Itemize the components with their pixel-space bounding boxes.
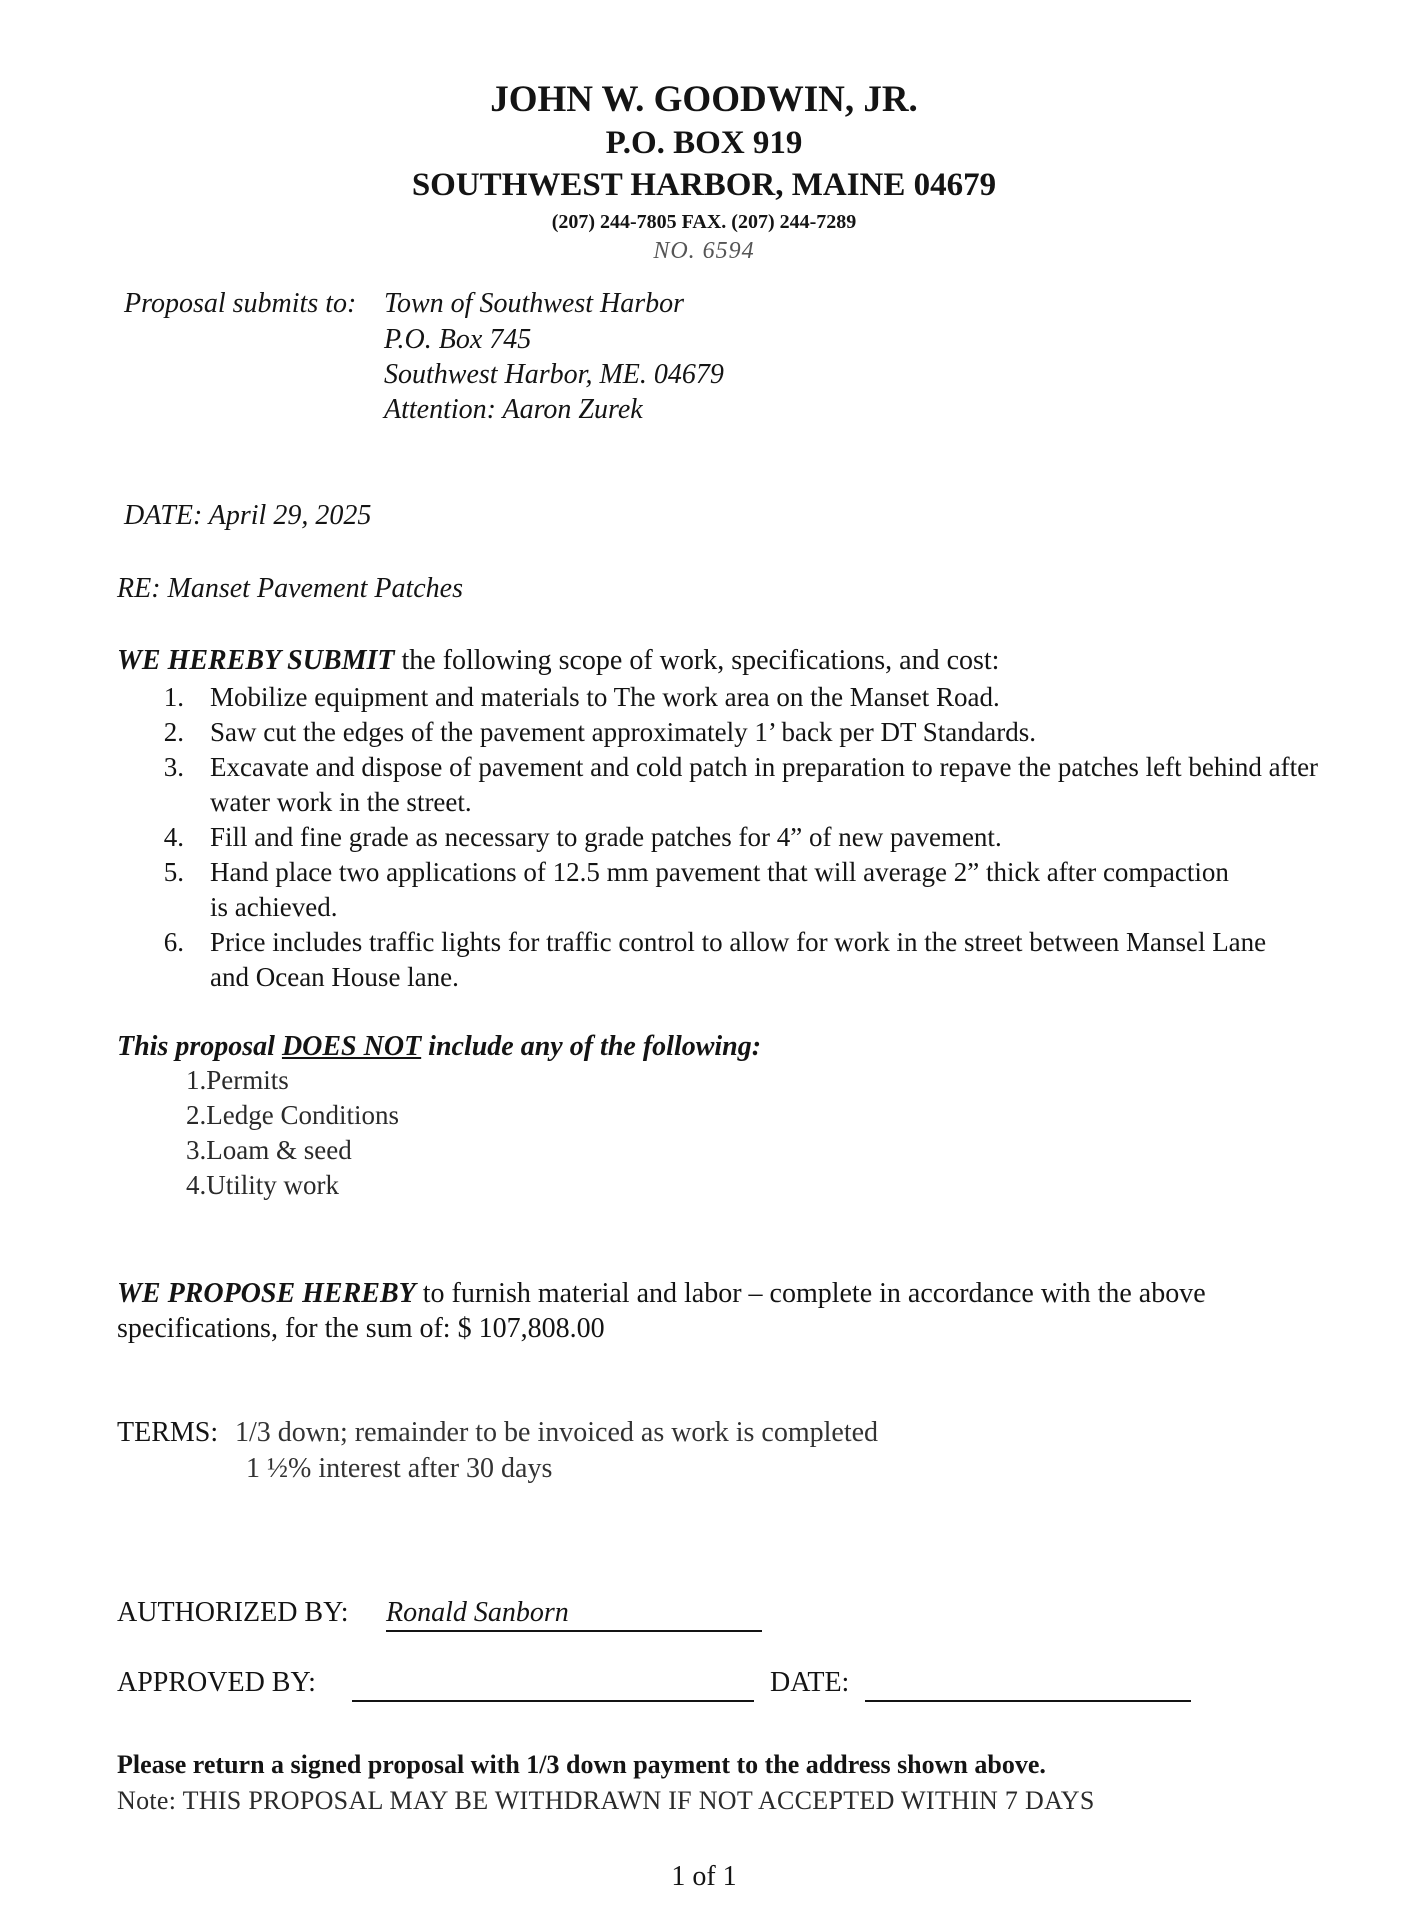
submit-statement bbox=[117, 645, 999, 677]
submit-lead: WE HEREBY SUBMIT bbox=[117, 645, 395, 676]
recipient-line: Town of Southwest Harbor bbox=[384, 288, 685, 319]
scope-item-text: Excavate and dispose of pavement and cold patch in preparation to repave the patches left behind after water work in the street. bbox=[210, 752, 1319, 817]
letterhead-name: JOHN W. GOODWIN, JR. bbox=[490, 79, 918, 120]
approved-signature-field[interactable] bbox=[352, 1700, 754, 1702]
scope-item-number: 5. bbox=[163, 857, 184, 887]
submit-rest: the following scope of work, specifications, and cost: bbox=[394, 645, 1000, 676]
propose-lead: WE PROPOSE HEREBY bbox=[117, 1278, 416, 1309]
exclusion-item: 3.Loam & seed bbox=[186, 1135, 352, 1165]
authorized-signature: Ronald Sanborn bbox=[386, 1597, 762, 1632]
proposal-date: DATE: April 29, 2025 bbox=[124, 500, 372, 531]
exclusions-heading-does-not: DOES NOT bbox=[281, 1031, 422, 1062]
approval-date-field[interactable] bbox=[865, 1700, 1191, 1702]
proposal-subject: RE: Manset Pavement Patches bbox=[117, 573, 463, 604]
scope-item-text: Hand place two applications of 12.5 mm pavement that will average 2” thick after compaction is achieved. bbox=[210, 857, 1229, 922]
return-instructions: Please return a signed proposal with 1/3 down payment to the address shown above. bbox=[117, 1750, 1046, 1779]
exclusions-heading bbox=[117, 1031, 761, 1063]
authorized-label: AUTHORIZED BY: bbox=[117, 1597, 349, 1628]
approval-date-label: DATE: bbox=[770, 1667, 850, 1698]
page-number: 1 of 1 bbox=[671, 1861, 737, 1892]
terms-label: TERMS: bbox=[117, 1417, 219, 1448]
approved-label: APPROVED BY: bbox=[117, 1667, 316, 1698]
scope-item-text: Saw cut the edges of the pavement approximately 1’ back per DT Standards. bbox=[210, 717, 1036, 747]
withdrawal-note: Note: THIS PROPOSAL MAY BE WITHDRAWN IF NOT ACCEPTED WITHIN 7 DAYS bbox=[117, 1786, 1095, 1815]
scope-item-text: Mobilize equipment and materials to The work area on the Manset Road. bbox=[210, 682, 1000, 712]
exclusions-heading-pre: This proposal bbox=[117, 1031, 282, 1062]
proposal-number: NO. 6594 bbox=[653, 238, 755, 264]
recipient-label: Proposal submits to: bbox=[124, 288, 357, 319]
recipient-line: Southwest Harbor, ME. 04679 bbox=[384, 359, 724, 390]
terms-line: 1/3 down; remainder to be invoiced as work is completed bbox=[235, 1417, 879, 1448]
exclusions-heading-post: include any of the following: bbox=[421, 1031, 762, 1062]
scope-item-number: 4. bbox=[163, 822, 184, 852]
scope-item-number: 3. bbox=[163, 752, 184, 782]
scope-item-number: 2. bbox=[163, 717, 184, 747]
recipient-line: Attention: Aaron Zurek bbox=[384, 394, 643, 425]
scope-item-text: Fill and fine grade as necessary to grade patches for 4” of new pavement. bbox=[210, 822, 1002, 852]
scope-item-number: 6. bbox=[163, 927, 184, 957]
terms-line: 1 ½% interest after 30 days bbox=[246, 1453, 553, 1484]
exclusion-item: 2.Ledge Conditions bbox=[186, 1100, 399, 1130]
scope-item-text: Price includes traffic lights for traffic control to allow for work in the street between Mansel Lane and Ocean House lane. bbox=[210, 927, 1267, 992]
recipient-line: P.O. Box 745 bbox=[384, 324, 532, 355]
exclusion-item: 1.Permits bbox=[186, 1065, 289, 1095]
propose-rest: to furnish material and labor – complete in accordance with the above specifications, for the sum of: $ 107,808.00 bbox=[117, 1278, 1206, 1344]
letterhead-city: SOUTHWEST HARBOR, MAINE 04679 bbox=[411, 167, 997, 203]
letterhead-po-box: P.O. BOX 919 bbox=[605, 125, 803, 161]
scope-item-number: 1. bbox=[163, 682, 184, 712]
proposal-sum-statement bbox=[117, 1276, 1337, 1346]
exclusion-item: 4.Utility work bbox=[186, 1170, 339, 1200]
letterhead-phone: (207) 244-7805 FAX. (207) 244-7289 bbox=[551, 211, 857, 233]
